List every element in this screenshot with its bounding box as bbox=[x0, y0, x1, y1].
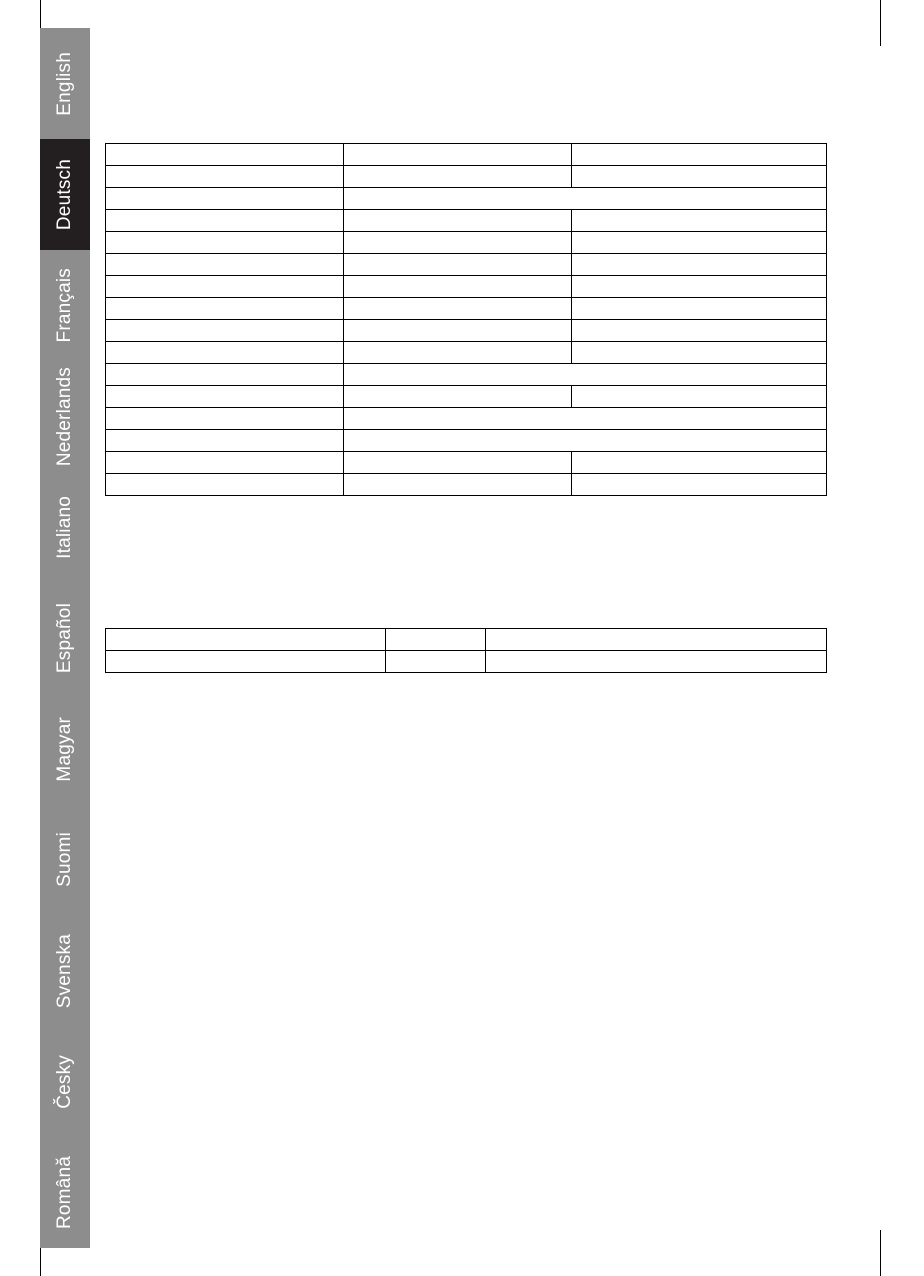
main-cell bbox=[106, 232, 344, 254]
main-cell bbox=[572, 342, 827, 364]
language-tab-label: Česky bbox=[54, 1054, 75, 1109]
crop-mark-top-right bbox=[880, 0, 881, 46]
main-cell bbox=[344, 144, 572, 166]
main-cell bbox=[344, 452, 572, 474]
main-cell bbox=[106, 364, 344, 386]
language-tab-magyar[interactable] bbox=[40, 693, 90, 804]
main-cell bbox=[572, 276, 827, 298]
main-cell bbox=[106, 408, 344, 430]
main-row bbox=[106, 276, 827, 298]
specification-table-main bbox=[105, 143, 827, 496]
specification-table-main-wrapper bbox=[105, 143, 827, 496]
main-cell bbox=[572, 452, 827, 474]
main-cell bbox=[106, 276, 344, 298]
main-cell bbox=[106, 188, 344, 210]
second-row bbox=[106, 629, 827, 651]
main-cell bbox=[344, 210, 572, 232]
main-cell bbox=[344, 342, 572, 364]
main-row bbox=[106, 298, 827, 320]
language-tab-label: Română bbox=[54, 1156, 75, 1230]
language-tab-italiano[interactable] bbox=[40, 472, 90, 583]
main-cell bbox=[572, 254, 827, 276]
main-row bbox=[106, 364, 827, 386]
language-tab-label: Français bbox=[54, 268, 75, 343]
language-tab-label: Suomi bbox=[54, 832, 75, 888]
second-cell bbox=[106, 651, 386, 673]
second-cell bbox=[486, 629, 827, 651]
language-tab-svenska[interactable] bbox=[40, 915, 90, 1026]
specification-table-second-wrapper bbox=[105, 628, 827, 673]
main-cell bbox=[344, 232, 572, 254]
main-cell bbox=[572, 386, 827, 408]
main-row bbox=[106, 408, 827, 430]
main-cell bbox=[344, 188, 827, 210]
language-tab-franais[interactable] bbox=[40, 250, 90, 361]
language-tab-nederlands[interactable] bbox=[40, 361, 90, 472]
main-cell bbox=[572, 210, 827, 232]
main-row bbox=[106, 430, 827, 452]
main-cell bbox=[344, 474, 572, 496]
main-cell bbox=[572, 474, 827, 496]
language-tab-romn[interactable] bbox=[40, 1137, 90, 1248]
main-row bbox=[106, 452, 827, 474]
language-tab-label: Nederlands bbox=[54, 366, 75, 466]
main-cell bbox=[106, 474, 344, 496]
language-tab-label: Italiano bbox=[54, 495, 75, 559]
main-row bbox=[106, 188, 827, 210]
second-cell bbox=[486, 651, 827, 673]
language-tab-deutsch[interactable] bbox=[40, 139, 90, 250]
main-cell bbox=[106, 430, 344, 452]
main-cell bbox=[106, 386, 344, 408]
main-row bbox=[106, 232, 827, 254]
main-cell bbox=[106, 166, 344, 188]
main-cell bbox=[106, 210, 344, 232]
main-cell bbox=[344, 276, 572, 298]
language-tab-label: Deutsch bbox=[54, 158, 75, 230]
main-cell bbox=[106, 342, 344, 364]
main-row bbox=[106, 254, 827, 276]
second-row bbox=[106, 651, 827, 673]
main-cell bbox=[344, 298, 572, 320]
language-tab-espaol[interactable] bbox=[40, 583, 90, 694]
second-cell bbox=[106, 629, 386, 651]
main-row bbox=[106, 320, 827, 342]
language-tab-label: Svenska bbox=[54, 933, 75, 1008]
main-cell bbox=[344, 430, 827, 452]
main-row bbox=[106, 386, 827, 408]
main-cell bbox=[344, 386, 572, 408]
main-cell bbox=[106, 254, 344, 276]
main-cell bbox=[344, 364, 827, 386]
language-tab-english[interactable] bbox=[40, 28, 90, 139]
main-cell bbox=[572, 144, 827, 166]
second-cell bbox=[386, 629, 486, 651]
main-row bbox=[106, 166, 827, 188]
specification-table-second bbox=[105, 628, 827, 673]
main-row bbox=[106, 210, 827, 232]
main-cell bbox=[106, 298, 344, 320]
language-tab-label: Magyar bbox=[54, 716, 75, 782]
main-cell bbox=[344, 254, 572, 276]
main-cell bbox=[572, 232, 827, 254]
main-cell bbox=[106, 320, 344, 342]
main-cell bbox=[344, 166, 572, 188]
language-sidebar bbox=[40, 28, 90, 1248]
main-row bbox=[106, 474, 827, 496]
main-cell bbox=[572, 320, 827, 342]
main-row bbox=[106, 342, 827, 364]
language-tab-label: Español bbox=[54, 602, 75, 674]
main-cell bbox=[572, 298, 827, 320]
main-cell bbox=[106, 144, 344, 166]
main-cell bbox=[344, 408, 827, 430]
language-tab-label: English bbox=[54, 51, 75, 116]
main-row bbox=[106, 144, 827, 166]
language-tab-suomi[interactable] bbox=[40, 804, 90, 915]
crop-mark-bottom-right bbox=[880, 1230, 881, 1276]
language-tab-esky[interactable] bbox=[40, 1026, 90, 1137]
main-cell bbox=[572, 166, 827, 188]
second-cell bbox=[386, 651, 486, 673]
main-cell bbox=[344, 320, 572, 342]
main-cell bbox=[106, 452, 344, 474]
